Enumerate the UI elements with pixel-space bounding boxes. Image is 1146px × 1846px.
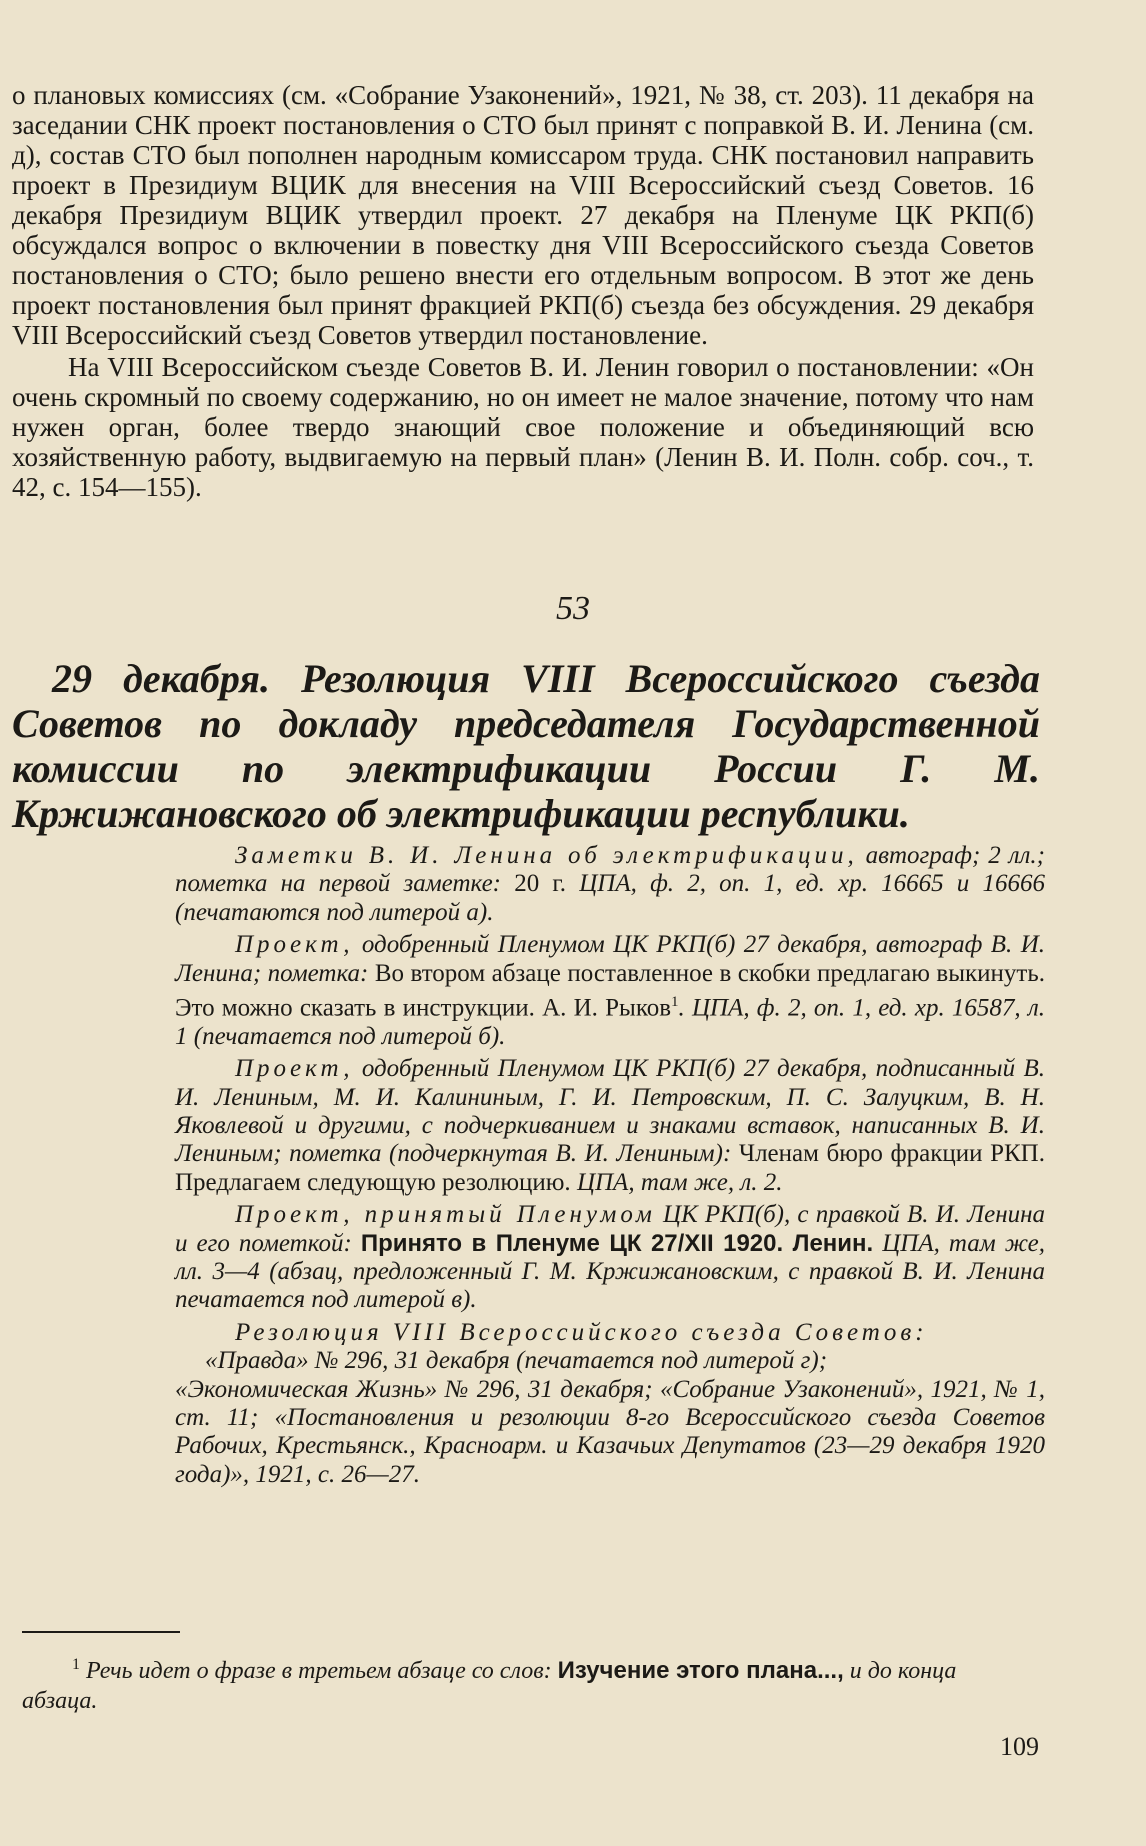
source-body: одобренный Пленумом ЦК РКП(б) 27 декабря, автограф В. И. Ленина; пометка: [175, 931, 1045, 987]
page-number: 109 [1000, 1732, 1039, 1761]
press-item: «Правда» № 296, 31 декабря (печатается под литерой г); [205, 1347, 828, 1375]
footnote-divider [22, 1631, 180, 1633]
document-number: 53 [556, 590, 590, 627]
footnote-tail: и до конца абзаца. [22, 1658, 957, 1714]
source-lead: Проект, [235, 1055, 354, 1083]
source-quote: 20 г. [514, 870, 567, 898]
source-entry-draft-approved [175, 931, 1045, 1051]
source-tail: ЦПА, там же, л. 2. [576, 1168, 783, 1196]
source-quote: Членам бюро фракции РКП. Предлагаем следующую резолюцию. [175, 1140, 1045, 1196]
source-quote: Во втором абзаце поставленное в скобки предлагаю выкинуть. Это можно сказать в инструкции. А. И. Рыков [175, 959, 1045, 1022]
press-publications [175, 1347, 1045, 1489]
source-tail: ЦПА, ф. 2, оп. 1, ед. хр. 16665 и 16666 (печатаются под литерой а). [175, 870, 1045, 926]
source-tail: ЦПА, там же, лл. 3—4 (абзац, предложенный Г. М. Кржижановским, с правкой В. И. Ленина печатается под литерой в). [175, 1229, 1045, 1314]
source-body: одобренный Пленумом ЦК РКП(б) 27 декабря, подписанный В. И. Лениным, М. И. Калининым, Г. И. Петровским, П. С. Залуцким, В. Н. Яковлевой и другими, с подчеркиванием и знаками вставок, написанных В. И. Лениным; пометка (подчеркнутая В. И. Лениным): [175, 1055, 1045, 1168]
paragraph-continuation: о плановых комиссиях (см. «Собрание Узаконений», 1921, № 38, ст. 203). 11 декабря на заседании СНК проект постановления о СТО был принят с поправкой В. И. Ленина (см. д), состав СТО был пополнен народным комиссаром труда. СНК постановил направить проект в Президиум ВЦИК для внесения на VIII Всероссийский съезд Советов. 16 декабря Президиум ВЦИК утвердил проект. 27 декабря на Пленуме ЦК РКП(б) обсуждался вопрос о включении в повестку дня VIII Всероссийского съезда Советов постановления о СТО; было решено внести его отдельным вопросом. В этот же день проект постановления был принят фракцией РКП(б) съезда без обсуждения. 29 декабря VIII Всероссийский съезд Советов утвердил постановление. [12, 80, 1034, 350]
footnote-quote: Изучение этого плана..., [557, 1657, 844, 1684]
source-lead: Заметки В. И. Ленина об электрификации, [235, 842, 858, 869]
source-entry-notes [175, 842, 1045, 927]
footnote-mark: 1 [72, 1656, 80, 1673]
footnote-reference: 1 [671, 994, 679, 1011]
source-quote: Принято в Пленуме ЦК 27/XII 1920. Ленин. [360, 1229, 874, 1257]
footnote-text: Речь идет о фразе в третьем абзаце со слов: [86, 1658, 552, 1684]
source-entry-resolution [175, 1319, 1045, 1489]
archival-sources [175, 842, 1045, 1489]
source-tail: . ЦПА, ф. 2, оп. 1, ед. хр. 16587, л. 1 (печатается под литерой б). [175, 994, 1045, 1050]
document-title [12, 656, 1040, 836]
source-body: автограф; 2 лл.; пометка на первой заметке: [175, 842, 1045, 898]
continuation-text [12, 80, 1034, 502]
press-item: «Экономическая Жизнь» № 296, 31 декабря; «Собрание Узаконений», 1921, № 1, ст. 11; «Постановления и резолюции 8-го Всероссийского съезда Советов Рабочих, Крестьянск., Красноарм. и Казачьих Депутатов (23—29 декабря 1920 года)», 1921, с. 26—27. [175, 1375, 1045, 1488]
source-entry-draft-adopted [175, 1201, 1045, 1315]
footnote [22, 1650, 1032, 1716]
source-body: ЦК РКП(б), с правкой В. И. Ленина и его пометкой: [175, 1201, 1046, 1257]
source-entry-draft-signed [175, 1055, 1045, 1197]
document-title-text: 29 декабря. Резолюция VIII Всероссийского съезда Советов по докладу председателя Государственной комиссии по электрификации России Г. М. Кржижановского об электрификации республики. [12, 656, 1040, 836]
source-lead: Резолюция VIII Всероссийского съезда Советов: [235, 1318, 928, 1346]
source-lead: Проект, [235, 931, 354, 959]
source-lead: Проект, принятый Пленумом [235, 1201, 656, 1229]
paragraph-lenin-quote: На VIII Всероссийском съезде Советов В. И. Ленин говорил о постановлении: «Он очень скромный по своему содержанию, но он имеет не малое значение, потому что нам нужен орган, более твердо знающий свое положение и объединяющий всю хозяйственную работу, выдвигаемую на первый план» (Ленин В. И. Полн. собр. соч., т. 42, с. 154—155). [12, 352, 1034, 502]
